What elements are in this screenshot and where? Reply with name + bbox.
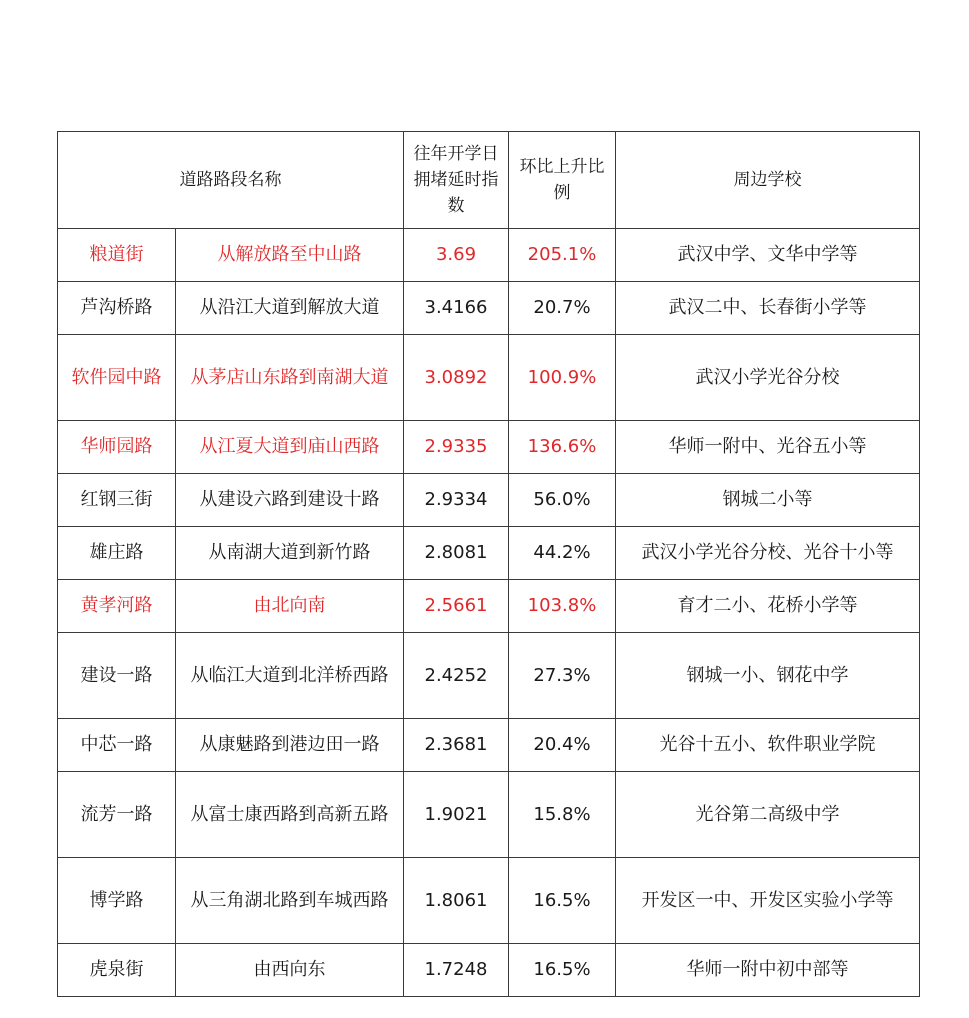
road-section-cell: 由西向东 (176, 944, 404, 997)
road-section-cell: 从康魅路到港边田一路 (176, 719, 404, 772)
traffic-congestion-table (57, 131, 920, 997)
table-row (58, 229, 920, 282)
nearby-school-cell: 武汉小学光谷分校、光谷十小等 (616, 527, 920, 580)
road-name-cell: 芦沟桥路 (58, 282, 176, 335)
congestion-index-cell: 2.9334 (404, 474, 509, 527)
congestion-index-cell: 1.8061 (404, 858, 509, 944)
road-section-cell: 从南湖大道到新竹路 (176, 527, 404, 580)
nearby-school-cell: 武汉二中、长春街小学等 (616, 282, 920, 335)
congestion-index-cell: 1.7248 (404, 944, 509, 997)
table-row (58, 633, 920, 719)
road-name-cell: 粮道街 (58, 229, 176, 282)
nearby-school-cell: 开发区一中、开发区实验小学等 (616, 858, 920, 944)
nearby-school-cell: 光谷十五小、软件职业学院 (616, 719, 920, 772)
nearby-school-cell: 华师一附中初中部等 (616, 944, 920, 997)
header-nearby-schools: 周边学校 (616, 132, 920, 229)
road-name-cell: 软件园中路 (58, 335, 176, 421)
table-row (58, 335, 920, 421)
congestion-index-cell: 2.3681 (404, 719, 509, 772)
increase-ratio-cell: 205.1% (509, 229, 616, 282)
increase-ratio-cell: 27.3% (509, 633, 616, 719)
increase-ratio-cell: 16.5% (509, 858, 616, 944)
road-section-cell: 从江夏大道到庙山西路 (176, 421, 404, 474)
congestion-index-cell: 2.4252 (404, 633, 509, 719)
nearby-school-cell: 武汉中学、文华中学等 (616, 229, 920, 282)
road-section-cell: 从沿江大道到解放大道 (176, 282, 404, 335)
table-row (58, 772, 920, 858)
road-section-cell: 从三角湖北路到车城西路 (176, 858, 404, 944)
road-section-cell: 从临江大道到北洋桥西路 (176, 633, 404, 719)
nearby-school-cell: 钢城一小、钢花中学 (616, 633, 920, 719)
increase-ratio-cell: 16.5% (509, 944, 616, 997)
table-row (58, 858, 920, 944)
table-row (58, 282, 920, 335)
increase-ratio-cell: 136.6% (509, 421, 616, 474)
header-congestion-index: 往年开学日拥堵延时指数 (404, 132, 509, 229)
increase-ratio-cell: 44.2% (509, 527, 616, 580)
road-section-cell: 从富士康西路到高新五路 (176, 772, 404, 858)
table-row (58, 474, 920, 527)
increase-ratio-cell: 100.9% (509, 335, 616, 421)
road-name-cell: 流芳一路 (58, 772, 176, 858)
table-row (58, 719, 920, 772)
congestion-index-cell: 1.9021 (404, 772, 509, 858)
road-section-cell: 由北向南 (176, 580, 404, 633)
congestion-index-cell: 3.4166 (404, 282, 509, 335)
road-name-cell: 黄孝河路 (58, 580, 176, 633)
road-name-cell: 博学路 (58, 858, 176, 944)
increase-ratio-cell: 20.7% (509, 282, 616, 335)
road-name-cell: 建设一路 (58, 633, 176, 719)
header-increase-ratio: 环比上升比例 (509, 132, 616, 229)
increase-ratio-cell: 20.4% (509, 719, 616, 772)
nearby-school-cell: 华师一附中、光谷五小等 (616, 421, 920, 474)
nearby-school-cell: 光谷第二高级中学 (616, 772, 920, 858)
congestion-index-cell: 2.9335 (404, 421, 509, 474)
road-name-cell: 虎泉街 (58, 944, 176, 997)
road-section-cell: 从建设六路到建设十路 (176, 474, 404, 527)
table-header-row (58, 132, 920, 229)
road-section-cell: 从解放路至中山路 (176, 229, 404, 282)
congestion-index-cell: 3.69 (404, 229, 509, 282)
header-road-section: 道路路段名称 (58, 132, 404, 229)
congestion-index-cell: 3.0892 (404, 335, 509, 421)
road-section-cell: 从茅店山东路到南湖大道 (176, 335, 404, 421)
nearby-school-cell: 钢城二小等 (616, 474, 920, 527)
congestion-index-cell: 2.5661 (404, 580, 509, 633)
road-name-cell: 红钢三街 (58, 474, 176, 527)
congestion-index-cell: 2.8081 (404, 527, 509, 580)
table-row (58, 944, 920, 997)
table-row (58, 527, 920, 580)
nearby-school-cell: 育才二小、花桥小学等 (616, 580, 920, 633)
table-row (58, 580, 920, 633)
road-name-cell: 华师园路 (58, 421, 176, 474)
increase-ratio-cell: 15.8% (509, 772, 616, 858)
nearby-school-cell: 武汉小学光谷分校 (616, 335, 920, 421)
increase-ratio-cell: 56.0% (509, 474, 616, 527)
increase-ratio-cell: 103.8% (509, 580, 616, 633)
road-name-cell: 中芯一路 (58, 719, 176, 772)
road-name-cell: 雄庄路 (58, 527, 176, 580)
table-row (58, 421, 920, 474)
